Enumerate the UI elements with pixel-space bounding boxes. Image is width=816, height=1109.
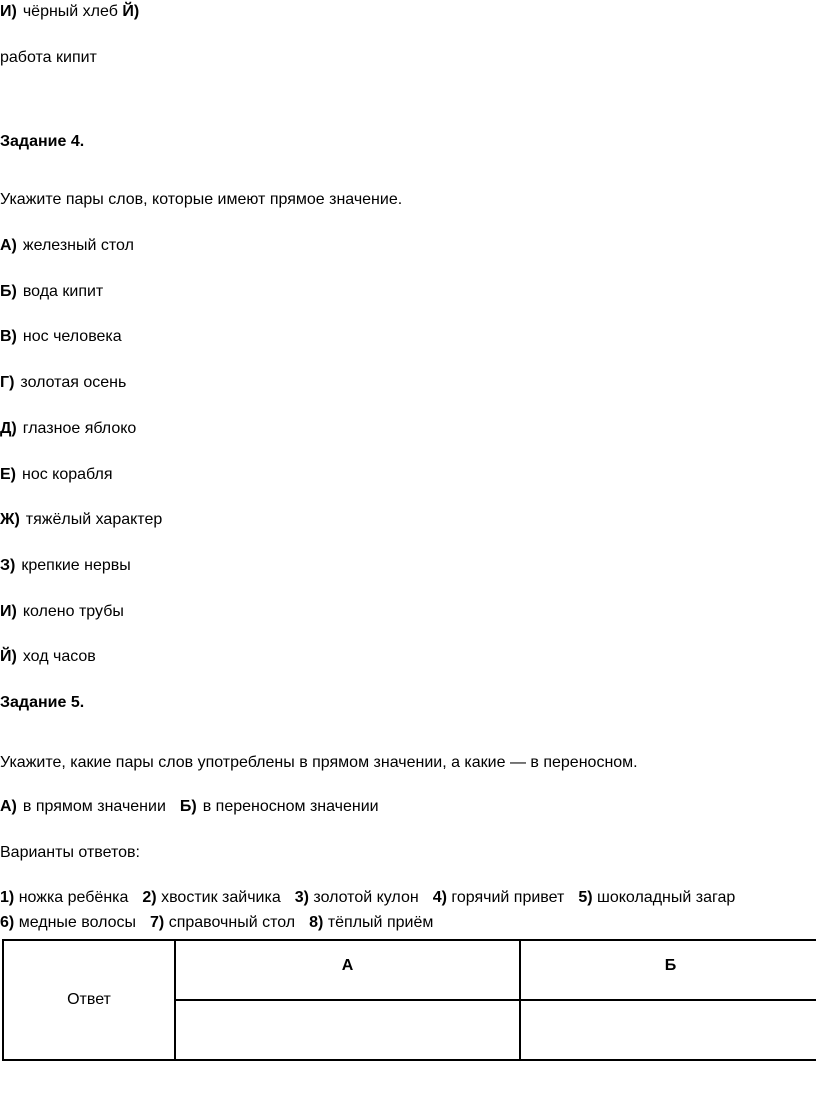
variant-item bbox=[0, 914, 136, 931]
option-label: Б) bbox=[0, 283, 17, 300]
variant-text: горячий привет bbox=[451, 889, 565, 906]
option-text: ход часов bbox=[22, 648, 96, 665]
variants-row-1 bbox=[0, 888, 735, 908]
variant-number: 1) bbox=[0, 889, 15, 906]
variant-text: шоколадный загар bbox=[597, 889, 736, 906]
variant-item bbox=[578, 889, 735, 906]
option-item bbox=[0, 647, 96, 667]
option-item bbox=[0, 327, 122, 347]
option-label: В) bbox=[0, 328, 17, 345]
option-label: Ж) bbox=[0, 511, 20, 528]
option-label: А) bbox=[0, 237, 17, 254]
variants-row-2 bbox=[0, 913, 433, 933]
option-item bbox=[0, 556, 131, 576]
option-label: Д) bbox=[0, 420, 17, 437]
variant-text: ножка ребёнка bbox=[18, 889, 129, 906]
option-line-i bbox=[0, 2, 139, 22]
option-text: железный стол bbox=[22, 237, 134, 254]
option-label: Й) bbox=[122, 3, 140, 20]
variant-number: 7) bbox=[150, 914, 165, 931]
variant-number: 2) bbox=[142, 889, 157, 906]
option-text: золотая осень bbox=[20, 374, 127, 391]
option-text: вода кипит bbox=[22, 283, 104, 300]
variant-number: 3) bbox=[294, 889, 309, 906]
variants-title: Варианты ответов: bbox=[0, 844, 140, 861]
variant-item bbox=[150, 914, 295, 931]
option-label: З) bbox=[0, 557, 16, 574]
option-item bbox=[0, 236, 134, 256]
answer-row-label: Ответ bbox=[3, 940, 175, 1060]
option-text: колено трубы bbox=[22, 603, 124, 620]
variant-number: 5) bbox=[578, 889, 593, 906]
option-text: чёрный хлеб bbox=[22, 3, 118, 20]
variant-item bbox=[142, 889, 280, 906]
option-text: крепкие нервы bbox=[21, 557, 131, 574]
column-header-b: Б bbox=[520, 940, 816, 1000]
variant-number: 8) bbox=[309, 914, 324, 931]
answer-table bbox=[2, 939, 816, 1061]
task4-heading: Задание 4. bbox=[0, 133, 85, 150]
option-label: Г) bbox=[0, 374, 15, 391]
option-text: нос корабля bbox=[22, 466, 113, 483]
variant-text: хвостик зайчика bbox=[161, 889, 281, 906]
task5-instruction: Укажите, какие пары слов употреблены в прямом значении, а какие — в переносном. bbox=[0, 754, 638, 771]
variant-text: золотой кулон bbox=[313, 889, 419, 906]
task5-heading: Задание 5. bbox=[0, 694, 85, 711]
variant-number: 6) bbox=[0, 914, 15, 931]
variant-item bbox=[0, 889, 128, 906]
option-text: тяжёлый характер bbox=[25, 511, 163, 528]
variant-item bbox=[295, 889, 419, 906]
answer-cell-a[interactable] bbox=[175, 1000, 520, 1060]
task4-instruction: Укажите пары слов, которые имеют прямое значение. bbox=[0, 191, 403, 208]
option-item bbox=[0, 465, 113, 485]
variant-text: медные волосы bbox=[18, 914, 137, 931]
column-header-a: А bbox=[175, 940, 520, 1000]
option-continuation: работа кипит bbox=[0, 49, 97, 66]
variant-number: 4) bbox=[432, 889, 447, 906]
option-item bbox=[0, 510, 162, 530]
option-item bbox=[0, 602, 124, 622]
option-item bbox=[0, 373, 126, 393]
variant-item bbox=[433, 889, 565, 906]
option-label: И) bbox=[0, 3, 17, 20]
variant-text: тёплый приём bbox=[327, 914, 434, 931]
option-label: И) bbox=[0, 603, 17, 620]
option-label: Е) bbox=[0, 466, 16, 483]
variant-item bbox=[309, 914, 433, 931]
answer-cell-b[interactable] bbox=[520, 1000, 816, 1060]
option-item bbox=[0, 282, 103, 302]
option-label: Й) bbox=[0, 648, 17, 665]
task5-categories: А) в прямом значении Б) в переносном значении bbox=[0, 798, 379, 815]
option-text: глазное яблоко bbox=[22, 420, 137, 437]
option-item bbox=[0, 419, 136, 439]
variant-text: справочный стол bbox=[168, 914, 296, 931]
option-text: нос человека bbox=[22, 328, 122, 345]
